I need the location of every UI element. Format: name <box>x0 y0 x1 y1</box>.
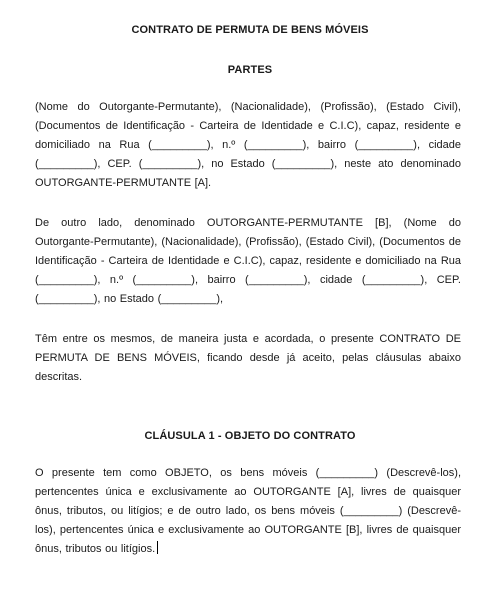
parties-heading: PARTES <box>227 64 273 76</box>
clause-1-heading: CLÁUSULA 1 - OBJETO DO CONTRATO <box>144 430 356 442</box>
agreement-paragraph: Têm entre os mesmos, de maneira justa e acordada, o presente CONTRATO DE PERMUTA DE BENS MÓVEIS, ficando desde já aceito, pelas cláusulas abaixo descritas. <box>35 333 461 383</box>
clause-1-paragraph <box>35 464 461 559</box>
party-b-paragraph: De outro lado, denominado OUTORGANTE-PERMUTANTE [B], (Nome do Outorgante-Permutante), (Nacionalidade), (Profissão), (Estado Civil), (Documentos de Identificação - Carteira de Identidade e C.I.C), capaz, residente e domiciliado na Rua (_________), n.º (_________), bairro (_________), cidade (_________), CEP. (_________), no Estado (_________), <box>35 217 461 305</box>
text-cursor <box>157 541 158 554</box>
clause-1-text: O presente tem como OBJETO, os bens móveis (_________) (Descrevê-los), pertencentes única e exclusivamente ao OUTORGANTE [A], livres de quaisquer ônus, tributos, ou litígios; e de outro lado, os bens móveis (_________) (Descrevê-los), pertencentes única e exclusivamente ao OUTORGANTE [B], livres de quaisquer ônus, tributos ou litígios. <box>35 467 461 555</box>
party-a-paragraph: (Nome do Outorgante-Permutante), (Nacionalidade), (Profissão), (Estado Civil), (Documentos de Identificação - Carteira de Identidade e C.I.C), capaz, residente e domiciliado na Rua (_________), n.º (_________), bairro (_________), cidade (_________), CEP. (_________), no Estado (_________), neste ato denominado OUTORGANTE-PERMUTANTE [A]. <box>35 101 461 189</box>
document-title: CONTRATO DE PERMUTA DE BENS MÓVEIS <box>131 24 369 36</box>
